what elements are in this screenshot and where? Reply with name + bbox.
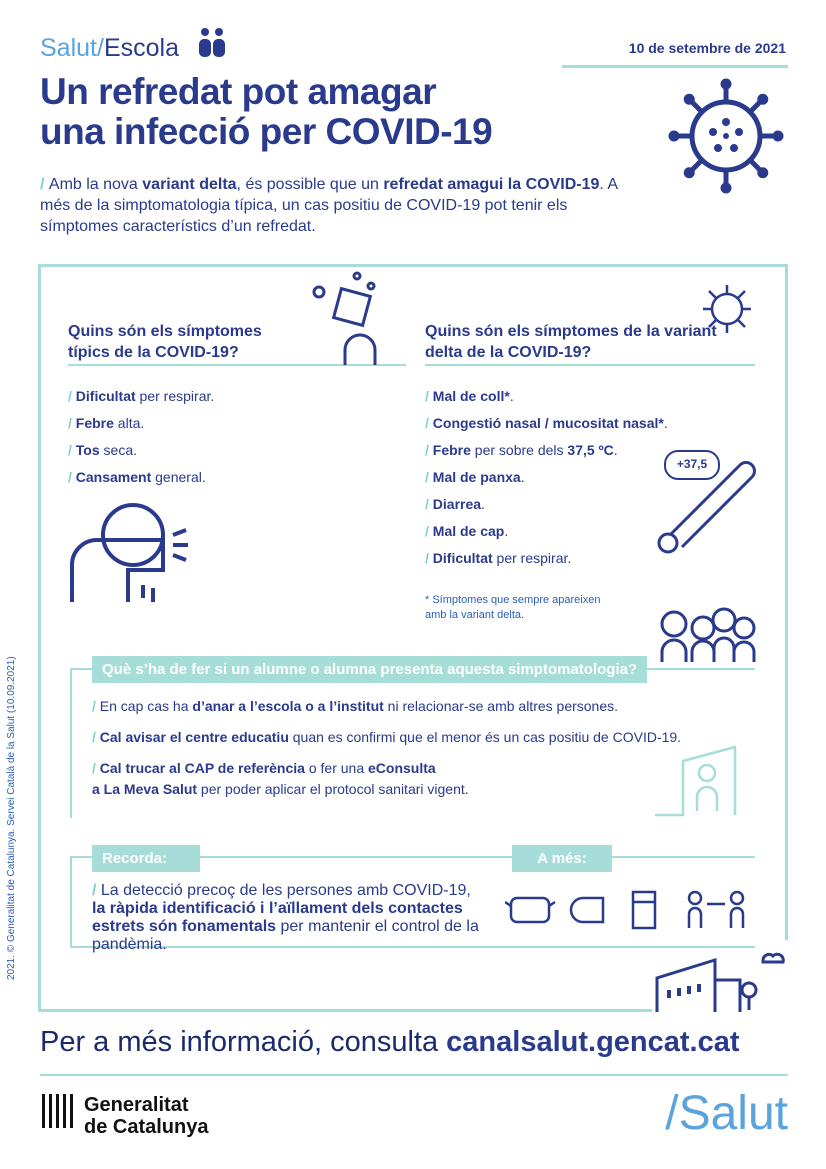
bold-text: Cansament	[75, 469, 152, 485]
text: . A més de la simptomatologia típica, un cas positiu de COVID-19 pot tenir els símptomes característics d’un refredat.	[40, 176, 618, 235]
brand-logo: Salut/Escola	[40, 34, 179, 62]
slash-mark: /	[425, 442, 433, 458]
list-item	[92, 696, 712, 717]
bold-text: la ràpida identificació i l’aïllament dels contactes estrets són fonamentals	[92, 900, 463, 935]
text: .	[481, 496, 485, 512]
slash-mark: /	[425, 523, 433, 539]
list-item	[68, 388, 214, 415]
slash-mark: /	[425, 415, 433, 431]
date: 10 de setembre de 2021	[628, 40, 786, 56]
text: seca.	[99, 442, 137, 458]
delta-list	[425, 388, 668, 577]
slash-mark: /	[425, 388, 433, 404]
list-item	[425, 523, 668, 550]
text: .	[509, 388, 514, 404]
slash-mark: /	[92, 698, 100, 714]
typical-heading: Quins són els símptomes típics de la COVID-19?	[68, 323, 262, 361]
list-item	[68, 442, 214, 469]
more-banner: A més:	[512, 845, 612, 872]
bold-text: a La Meva Salut	[92, 781, 198, 797]
text: per mantenir el control de la pandèmia.	[92, 918, 479, 953]
text: o fer una	[304, 760, 368, 776]
list-item	[425, 388, 668, 415]
frame-left	[38, 264, 41, 1012]
text: per respirar.	[135, 388, 215, 404]
slash-mark: /	[92, 882, 101, 899]
bold-text: Mal de panxa	[432, 469, 521, 485]
salut-logo: /Salut	[665, 1087, 788, 1140]
bold-text: Diarrea	[432, 496, 482, 512]
text: quan es confirmi que el menor és un cas positiu de COVID-19.	[288, 729, 682, 745]
generalitat-emblem-icon	[40, 1092, 74, 1132]
text: En cap cas ha	[99, 698, 193, 714]
slash-mark: /	[68, 442, 76, 458]
bold-text: Dificultat	[432, 550, 493, 566]
list-item	[425, 415, 668, 442]
slash-mark: /	[425, 550, 433, 566]
text: per sobre dels	[470, 442, 568, 458]
prevention-icons	[505, 888, 755, 932]
action-banner: Què s’ha de fer si un alumne o alumna presenta aquesta simptomatologia?	[92, 656, 647, 683]
bold-text: d’anar a l’escola o a l’institut	[192, 698, 384, 714]
text: La detecció precoç de les persones amb COVID-19,	[100, 882, 471, 899]
action-list	[92, 696, 712, 810]
typical-list	[68, 388, 214, 496]
bold-text: Cal avisar el centre educatiu	[99, 729, 289, 745]
bold-text: Congestió nasal / mucositat nasal*	[432, 415, 664, 431]
divider	[425, 364, 755, 366]
divider	[562, 65, 788, 68]
bold-text: Tos	[75, 442, 100, 458]
list-item	[425, 469, 668, 496]
text: per respirar.	[492, 550, 572, 566]
more-info: Per a més informació, consulta canalsalut.gencat.cat	[40, 1026, 740, 1058]
text: alta.	[113, 415, 145, 431]
canalsalut-link[interactable]: canalsalut.gencat.cat	[446, 1026, 740, 1058]
slash-mark: /	[68, 415, 76, 431]
text: Amb la nova	[48, 176, 143, 193]
bold-text: Dificultat	[75, 388, 136, 404]
remember-banner: Recorda:	[92, 845, 200, 872]
temperature-badge: +37,5	[664, 450, 720, 480]
slash-mark: /	[425, 469, 433, 485]
copyright: 2021. © Generalitat de Catalunya. Servei Català de la Salut (10.09.2021)	[6, 656, 17, 980]
list-item	[425, 442, 668, 469]
text: .	[504, 523, 509, 539]
school-building-icon	[655, 950, 795, 1015]
footnote: * Símptomes que sempre apareixen amb la variant delta.	[425, 594, 601, 621]
text: ni relacionar-se amb altres persones.	[383, 698, 619, 714]
text: per poder aplicar el protocol sanitari vigent.	[197, 781, 469, 797]
page-title: Un refredat pot amagar una infecció per COVID-19	[40, 71, 493, 152]
slash-mark: /	[425, 496, 433, 512]
thermometer-icon	[650, 455, 760, 555]
divider	[70, 856, 72, 948]
list-item	[425, 496, 668, 523]
list-item	[92, 727, 712, 748]
intro-text	[40, 174, 640, 237]
delta-heading: Quins són els símptomes de la variant delta de la COVID-19?	[425, 323, 717, 361]
door-person-icon	[655, 745, 747, 817]
divider	[40, 1074, 788, 1076]
bold-text: 37,5 ºC	[567, 442, 614, 458]
divider	[70, 668, 72, 818]
slash-mark: /	[92, 760, 100, 776]
list-item	[92, 758, 712, 800]
generalitat-logo: Generalitat de Catalunya	[84, 1094, 209, 1138]
bold-text: Mal de cap	[432, 523, 505, 539]
text: .	[520, 469, 525, 485]
frame-right	[785, 264, 788, 940]
bold-text: Cal trucar al CAP de referència	[99, 760, 305, 776]
bold-text: refredat amagui la COVID-19	[383, 176, 600, 193]
slash-mark: /	[92, 729, 100, 745]
coughing-person-icon	[68, 490, 198, 605]
text: , és possible que un	[236, 176, 384, 193]
students-icon	[658, 606, 758, 662]
remember-text	[92, 882, 502, 954]
text: .	[613, 442, 618, 458]
slash-mark: /	[68, 469, 76, 485]
text: .	[663, 415, 668, 431]
frame-bottom	[38, 1009, 652, 1012]
bold-text: Mal de coll*	[432, 388, 510, 404]
list-item	[68, 415, 214, 442]
bold-text: variant delta	[142, 176, 237, 193]
bold-text: Febre	[75, 415, 114, 431]
virus-small-icon	[700, 282, 754, 336]
slash-mark: /	[40, 176, 49, 193]
text: general.	[151, 469, 206, 485]
bold-text: Febre	[432, 442, 471, 458]
people-icon	[197, 27, 229, 59]
list-item	[425, 550, 668, 577]
sick-person-icon	[305, 270, 385, 366]
slash-mark: /	[68, 388, 76, 404]
virus-icon	[668, 78, 784, 194]
frame-top	[38, 264, 788, 267]
bold-text: eConsulta	[368, 760, 436, 776]
